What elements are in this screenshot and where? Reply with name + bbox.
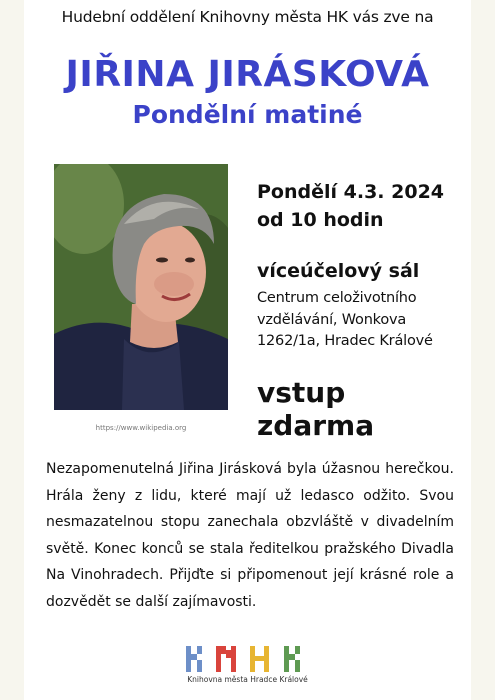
event-time: od 10 hodin [257,209,384,231]
library-logo [184,644,311,694]
admission: vstup zdarma [257,376,375,442]
event-title: JIŘINA JIRÁSKOVÁ [65,54,430,95]
event-subtitle: Pondělní matiné [132,100,363,129]
description: Nezapomenutelná Jiřina Jirásková byla úžasnou herečkou. Hrála ženy z lidu, které mají už ledasco odžito. Svou nesmazatelnou stopu zanechala obzvláště v divadelním světě. Konec konců se stala ředitelkou pražského Divadla Na Vinohradech. Přijďte si připomenout její krásné role a dozvědět se další zajímavosti. [46,461,454,610]
poster [24,0,471,700]
portrait-illustration [54,164,228,410]
kmhk-logo-icon [184,644,311,674]
venue-address: Centrum celoživotního vzdělávání, Wonkova 1262/1a, Hradec Králové [257,290,433,349]
intro-line: Hudební oddělení Knihovny města HK vás zve na [61,8,434,26]
venue-name: víceúčelový sál [257,260,420,282]
portrait-photo [54,164,228,410]
photo-credit: https://www.wikipedia.org [95,424,187,432]
logo-caption: Knihovna města Hradce Králové [187,675,308,684]
event-date-block [257,178,444,234]
event-date: Pondělí 4.3. 2024 [257,181,445,203]
